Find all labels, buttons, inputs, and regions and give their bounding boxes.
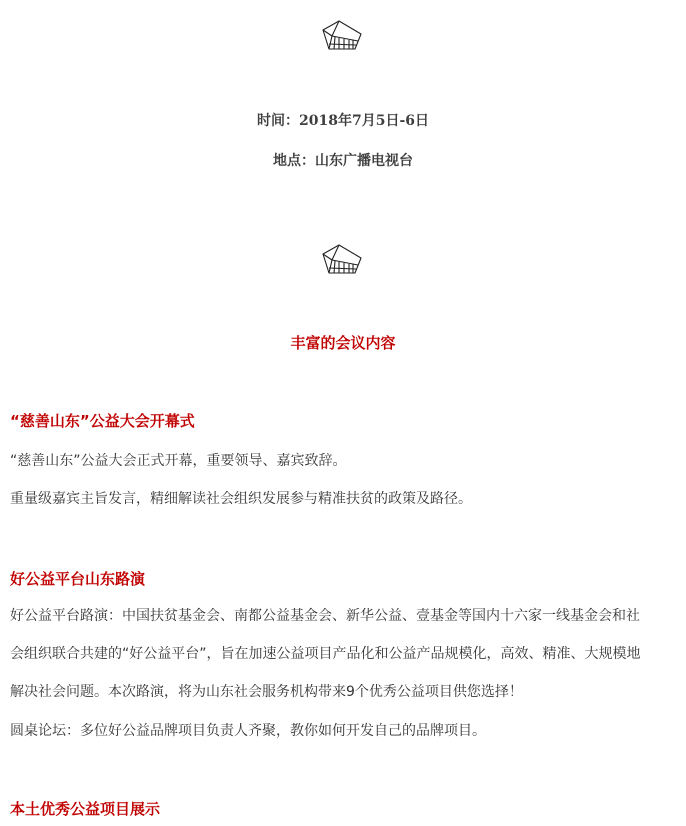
section-title-roadshow: 好公益平台山东路演 [10, 570, 146, 588]
opening-paragraph-1: “慈善山东”公益大会正式开幕，重要领导、嘉宾致辞。 [10, 453, 347, 469]
divider-box-icon [319, 18, 367, 54]
roadshow-paragraph-line-1: 好公益平台路演：中国扶贫基金会、南都公益基金会、新华公益、壹基金等国内十六家一线基金会和社 [10, 608, 640, 624]
roundtable-paragraph: 圆桌论坛：多位好公益品牌项目负责人齐聚，教你如何开发自己的品牌项目。 [10, 723, 486, 739]
section-title-showcase: 本土优秀公益项目展示 [10, 800, 161, 818]
roadshow-paragraph-line-3: 解决社会问题。本次路演，将为山东社会服务机构带来9个优秀公益项目供您选择！ [10, 684, 523, 700]
event-time: 时间：2018年7月5日-6日 [257, 113, 429, 129]
divider-box-icon [319, 242, 367, 278]
section-title-opening: “慈善山东”公益大会开幕式 [10, 412, 195, 430]
content-headline: 丰富的会议内容 [290, 334, 396, 352]
opening-paragraph-2: 重量级嘉宾主旨发言，精细解读社会组织发展参与精准扶贫的政策及路径。 [10, 491, 472, 507]
event-location: 地点：山东广播电视台 [273, 153, 413, 169]
roadshow-paragraph-line-2: 会组织联合共建的“好公益平台”，旨在加速公益项目产品化和公益产品规模化，高效、精准、大规模地 [10, 646, 641, 662]
